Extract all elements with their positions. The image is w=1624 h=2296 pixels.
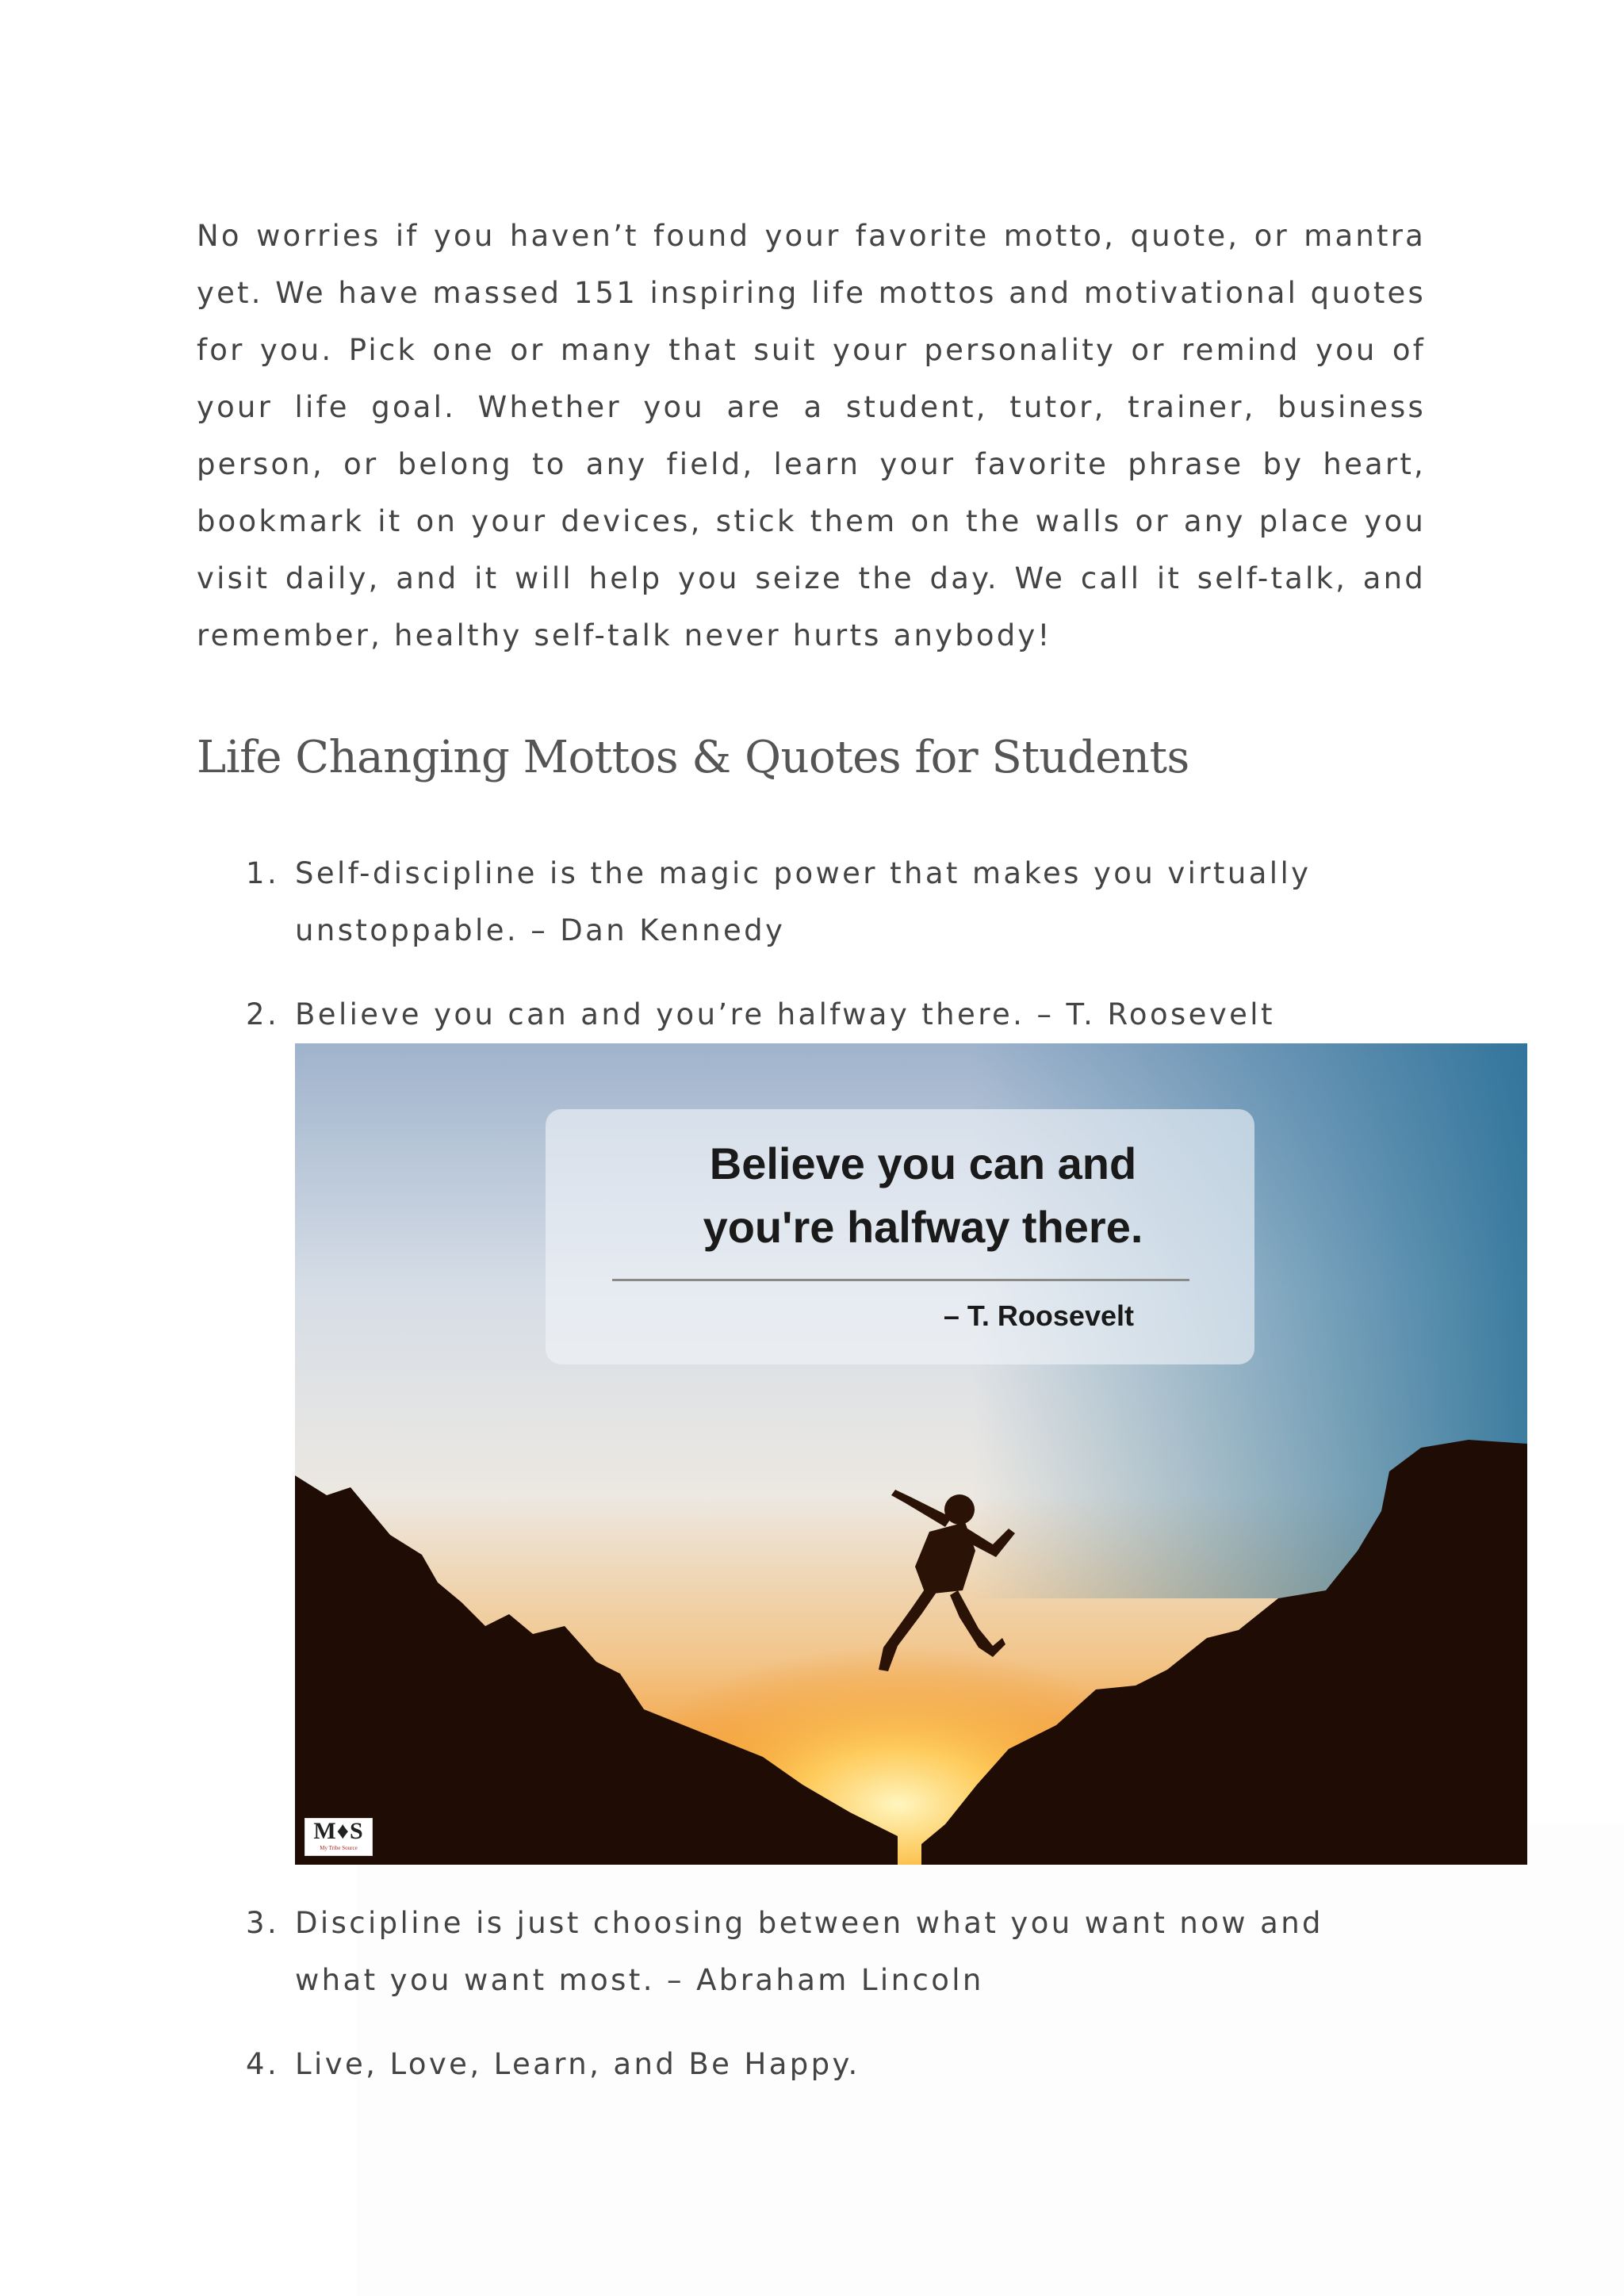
intro-paragraph: No worries if you haven’t found your favorite motto, quote, or mantra yet. We have massed 151 inspiring life mottos and motivational quotes for you. Pick one or many that suit your personality or remind you of your life goal. Whether you are a student, tutor, trainer, business person, or belong to any field, learn your favorite phrase by heart, bookmark it on your devices, stick them on the walls or any place you visit daily, and it will help you seize the day. We call it self-talk, and remember, healthy self-talk never hurts anybody! bbox=[197, 219, 1426, 652]
quote-number: 2. bbox=[246, 997, 280, 1031]
quote-number: 3. bbox=[246, 1906, 280, 1940]
quote-text: Self-discipline is the magic power that makes you virtually unstoppable. – Dan Kennedy bbox=[295, 856, 1312, 947]
card-quote-line-1: Believe you can and bbox=[709, 1138, 1137, 1188]
quote-image bbox=[295, 1043, 1527, 1865]
article-content bbox=[197, 208, 1426, 2093]
quote-text: Discipline is just choosing between what you want now and what you want most. – Abraham Lincoln bbox=[295, 1906, 1323, 1997]
site-logo bbox=[304, 1818, 373, 1856]
quote-list bbox=[197, 845, 1426, 1043]
quote-text: Believe you can and you’re halfway there. – T. Roosevelt bbox=[295, 997, 1275, 1031]
card-quote-text bbox=[295, 1132, 1527, 1259]
logo-letters: M♦S bbox=[313, 1818, 364, 1844]
quote-number: 1. bbox=[246, 856, 280, 890]
card-divider bbox=[612, 1279, 1189, 1281]
quote-item-3 bbox=[197, 1895, 1426, 2009]
card-quote-line-2: you're halfway there. bbox=[703, 1202, 1143, 1252]
section-heading: Life Changing Mottos & Quotes for Students bbox=[197, 732, 1189, 783]
card-author: – T. Roosevelt bbox=[943, 1299, 1134, 1332]
quote-text: Live, Love, Learn, and Be Happy. bbox=[295, 2047, 860, 2081]
quote-item-4 bbox=[197, 2036, 1426, 2093]
quote-item-2 bbox=[197, 986, 1426, 1043]
logo-subtitle: My Tribe Source bbox=[320, 1845, 358, 1851]
quote-item-1 bbox=[197, 845, 1426, 959]
quote-number: 4. bbox=[246, 2047, 280, 2081]
quote-list-continued bbox=[197, 1895, 1426, 2093]
